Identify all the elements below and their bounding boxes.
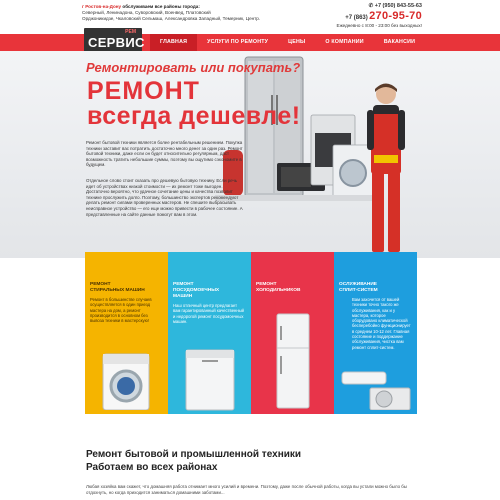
phone-icon: ✆ xyxy=(368,3,374,9)
nav-prices[interactable]: ЦЕНЫ xyxy=(288,39,306,45)
hero-headline-2: всегда дешевле! xyxy=(87,102,301,130)
card-title-1: РЕМОНТ xyxy=(90,282,111,287)
repairman-image xyxy=(360,80,412,266)
city-link[interactable]: г Ростов-на-Дону xyxy=(82,4,122,9)
card-title-1: РЕМОНТ xyxy=(256,282,277,287)
card-split-systems[interactable] xyxy=(334,252,417,414)
refrigerator-icon xyxy=(275,312,311,410)
card-dishwashers[interactable] xyxy=(168,252,251,414)
phone-2-number[interactable]: 270-95-70 xyxy=(369,10,422,22)
hero-headline-1: РЕМОНТ xyxy=(87,77,200,105)
section-heading-2: Работаем во всех районах xyxy=(86,462,218,473)
card-title-2: ПОСУДОМОЕЧНЫХ xyxy=(173,288,220,293)
main-nav xyxy=(150,34,425,51)
areas-lead: обслуживаем все районы города: xyxy=(122,4,200,9)
service-areas xyxy=(82,4,292,22)
card-title-1: ОСЛУЖИВАНИЕ xyxy=(339,282,378,287)
section-heading-1: Ремонт бытовой и промышленной техники xyxy=(86,449,302,460)
logo-rem: РЕМ xyxy=(125,29,136,35)
logo-service: СЕРВИС xyxy=(88,35,145,50)
hero-question: Ремонтировать или покупать? xyxy=(86,60,301,75)
dishwasher-icon xyxy=(180,348,240,412)
areas-line-1: Северный, Ленинадона, Суворовский, Военвед, Платовский xyxy=(82,10,211,15)
card-title-1: РЕМОНТ xyxy=(173,282,194,287)
card-washing-machines[interactable] xyxy=(85,252,168,414)
card-title-2: СТИРАЛЬНЫХ МАШИН xyxy=(90,288,145,293)
hero-paragraph-1: Ремонт бытовой техники является более рентабельным решением. Покупка техники заставит вас потратить достаточно много денег за один раз. Ремонт бытовой техники, даже если он будет относительно регулярным, даст возможность тратить небольшие суммы, поэтому вы ощутимо сэкономите в будущем. xyxy=(86,140,243,168)
contact-block xyxy=(272,3,422,28)
card-title-2: СПЛИТ-СИСТЕМ xyxy=(339,288,378,293)
hero-paragraph-2: Отдельное слово стоит сказать про дешевую бытовую технику. Если речь идет об устройствах низкой стоимости — их ремонт тоже выгоден. Достаточно вероятно, что удачное сочетание цены и качества позволит технике прослужить долго. Поэтому, большинство экспертов рекомендуют делать ремонт силами проверенных мастеров. Не спешите выбрасывать неисправное устройство — его еще можно привести в рабочее состояние. А представленные на сайте данные помогут вам в этом. xyxy=(86,178,243,217)
card-text: Наш отличный центр предлагает вам гарантированный качественный и недорогой ремонт посудомоечных машин. xyxy=(173,303,245,324)
working-hours: Ежедневно с 8:00 - 23:00 без выходных! xyxy=(336,23,422,28)
nav-services[interactable]: УСЛУГИ ПО РЕМОНТУ xyxy=(207,39,269,45)
air-conditioner-icon xyxy=(340,370,412,410)
site-logo[interactable] xyxy=(84,28,145,52)
nav-home[interactable]: ГЛАВНАЯ xyxy=(150,34,197,51)
section-text: Любая хозяйка вам скажет, что домашняя работа отнимает много усилий и времени. Поэтому, даже после обычной работы, когда вы устали можно было бы отдохнуть, но когда приходится заниматься домашними заботами... xyxy=(86,484,407,495)
phone-1[interactable]: +7 (950) 843-55-63 xyxy=(374,3,422,9)
phone-2-code: +7 (863) xyxy=(345,15,368,21)
service-cards xyxy=(85,252,417,414)
card-refrigerators[interactable] xyxy=(251,252,334,414)
areas-line-2: Орджоникидзе, Чкаловский Сельмаш, Александровка Западный, Темерник, Центр. xyxy=(82,16,261,21)
nav-about[interactable]: О КОМПАНИИ xyxy=(325,39,364,45)
card-text: Вам захочется от вашей техники точно такого же обслуживания, как и у мастера, которое оборудовано климатической бесперебойно функционирует в среднем 10-12 лет. Главная состояние и поддержание обслуживания, чистка вам ремонт сплит-систем. xyxy=(352,297,411,350)
card-title-2: ХОЛОДИЛЬНИКОВ xyxy=(256,288,301,293)
nav-vacancies[interactable]: ВАКАНСИИ xyxy=(383,39,416,45)
top-header xyxy=(0,0,500,34)
washing-machine-icon xyxy=(95,352,159,410)
card-title-3: МАШИН xyxy=(173,294,193,299)
card-text: Ремонт в большинстве случаев осуществляется в один приезд мастера на дом, а ремонт производится в основном без вывоза техники в мастерскую! xyxy=(90,297,152,324)
